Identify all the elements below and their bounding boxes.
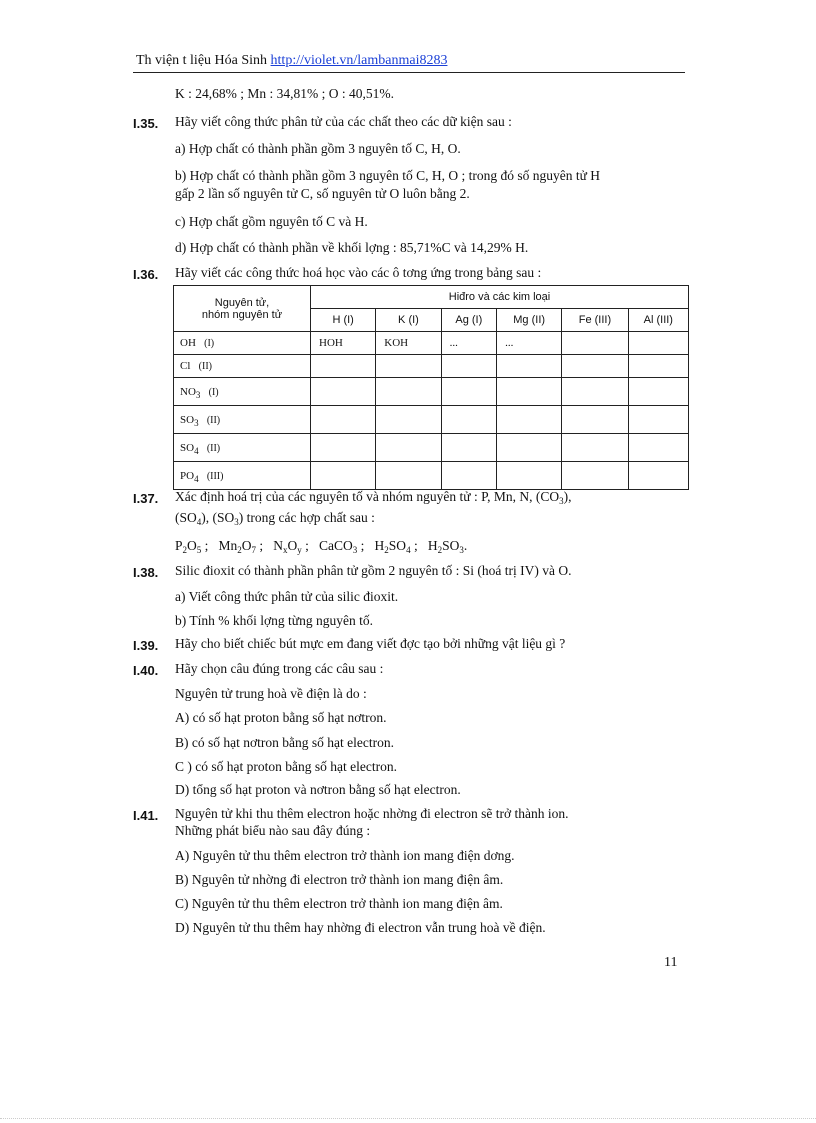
header-text: Th viện t liệu Hóa Sinh <box>136 53 268 68</box>
q37-line1: Xác định hoá trị của các nguyên tố và nhóm nguyên tử : P, Mn, N, $(CO_3)$, <box>175 489 572 506</box>
page-bottom-border <box>0 1118 816 1119</box>
question-number-36: I.36. <box>133 267 159 282</box>
row-formula-subscript: 3 <box>194 417 199 428</box>
table-cell <box>311 378 376 406</box>
table-cell <box>562 378 628 406</box>
q40-text: Hãy chọn câu đúng trong các câu sau : <box>175 661 384 676</box>
table-row <box>174 355 689 378</box>
row-formula-subscript: 3 <box>195 389 201 400</box>
q41-option-d: D) Nguyên tử thu thêm hay nhờng đi electron vẫn trung hoà về điện. <box>175 920 546 935</box>
table-cell <box>497 406 562 434</box>
header-rule <box>133 72 685 73</box>
table-row <box>174 332 689 355</box>
table-cell <box>628 406 688 434</box>
column-header: K (I) <box>376 309 441 332</box>
row-valence: (III) <box>206 470 224 482</box>
q40-stem: Nguyên tử trung hoà về điện là do : <box>175 686 367 701</box>
table-cell <box>311 355 376 378</box>
q35-option-b-line2: gấp 2 lần số nguyên tử C, số nguyên tử O luôn bằng 2. <box>175 186 470 201</box>
row-formula: Cl <box>180 360 191 372</box>
table-cell <box>497 378 562 406</box>
row-formula: PO <box>180 469 195 482</box>
table-cell <box>628 355 688 378</box>
row-valence: (I) <box>204 338 215 349</box>
group-header: Hiđro và các kim loại <box>311 286 689 309</box>
question-number-41: I.41. <box>133 808 159 823</box>
q37-line3: $P_2O_5$ ; $Mn_2O_7$ ; $N_xO_y$ ; CaCO$_3$ ; $H_2SO_4$ ; $H_2SO_3$. <box>175 538 468 555</box>
table-cell <box>562 355 628 378</box>
q38-text: Silic đioxit có thành phần phân tử gồm 2 nguyên tố : Si (hoá trị IV) và O. <box>175 563 572 578</box>
table-cell <box>497 434 562 462</box>
q38-option-a: a) Viết công thức phân tử của silic đioxit. <box>175 589 399 604</box>
q40-option-a: A) có số hạt proton bằng số hạt nơtron. <box>175 710 387 725</box>
table-cell <box>441 462 496 490</box>
table-cell <box>562 462 628 490</box>
row-valence: (II) <box>206 442 221 454</box>
table-corner-header <box>174 286 311 332</box>
corner-line-1: Nguyên tử, <box>214 296 270 309</box>
table-cell <box>376 378 441 406</box>
row-valence: (I) <box>208 386 219 398</box>
page-header <box>136 53 447 69</box>
row-label <box>174 462 311 490</box>
table-cell <box>497 355 562 378</box>
question-number-40: I.40. <box>133 663 159 678</box>
table-cell <box>441 406 496 434</box>
table-cell: ... <box>441 332 496 355</box>
table-cell <box>562 406 628 434</box>
table-row <box>174 462 689 490</box>
q36-text: Hãy viết các công thức hoá học vào các ô tơng ứng trong bảng sau : <box>175 265 542 280</box>
table-cell <box>376 355 441 378</box>
column-header: H (I) <box>311 309 376 332</box>
question-number-37: I.37. <box>133 491 159 506</box>
row-formula: OH <box>180 337 196 349</box>
q41-line1: Nguyên tử khi thu thêm electron hoặc nhờng đi electron sẽ trở thành ion. <box>175 806 569 821</box>
row-formula-subscript: 4 <box>194 473 199 484</box>
question-number-35: I.35. <box>133 116 159 131</box>
q35-text: Hãy viết công thức phân tử của các chất theo các dữ kiện sau : <box>175 114 512 129</box>
q37-line2: $(SO_4)$, $(SO_3)$ trong các hợp chất sau : <box>175 510 375 527</box>
table-cell <box>441 355 496 378</box>
table-cell <box>376 434 441 462</box>
row-formula: SO <box>180 441 195 454</box>
q35-option-d: d) Hợp chất có thành phần về khối lợng : 85,71%C và 14,29% H. <box>175 240 529 255</box>
q40-option-d: D) tổng số hạt proton và nơtron bằng số hạt electron. <box>175 782 461 797</box>
q38-option-b: b) Tính % khối lợng từng nguyên tố. <box>175 613 373 628</box>
corner-line-2: nhóm nguyên tử <box>201 308 283 321</box>
q41-line2: Những phát biểu nào sau đây đúng : <box>175 823 371 838</box>
column-header: Al (III) <box>628 309 688 332</box>
table-cell: ... <box>497 332 562 355</box>
q35-option-b-line1: b) Hợp chất có thành phần gồm 3 nguyên tố C, H, O ; trong đó số nguyên tử H <box>175 168 601 183</box>
table-cell <box>628 332 688 355</box>
row-formula-subscript: 4 <box>194 445 199 456</box>
question-number-39: I.39. <box>133 638 159 653</box>
table-row <box>174 406 689 434</box>
header-link[interactable]: http://violet.vn/lambanmai8283 <box>270 53 448 68</box>
table-row <box>174 378 689 406</box>
q41-option-a: A) Nguyên tử thu thêm electron trở thành ion mang điện dơng. <box>175 848 515 863</box>
page-number: 11 <box>664 955 678 970</box>
column-header: Fe (III) <box>562 309 628 332</box>
row-label <box>174 406 311 434</box>
column-header: Ag (I) <box>441 309 496 332</box>
row-valence: (II) <box>198 361 212 372</box>
row-formula: SO <box>180 413 195 426</box>
table-cell <box>441 434 496 462</box>
table-cell <box>562 332 628 355</box>
table-cell <box>562 434 628 462</box>
table-cell <box>311 462 376 490</box>
row-label <box>174 434 311 462</box>
table-cell <box>376 406 441 434</box>
q39-text: Hãy cho biết chiếc bút mực em đang viết đợc tạo bởi những vật liệu gì ? <box>175 636 566 651</box>
row-valence: (II) <box>206 414 221 426</box>
q40-option-c: C ) có số hạt proton bằng số hạt electron. <box>175 759 397 774</box>
row-formula: NO <box>180 385 196 398</box>
q35-option-c: c) Hợp chất gồm nguyên tố C và H. <box>175 214 368 229</box>
top-line: K : 24,68% ; Mn : 34,81% ; O : 40,51%. <box>175 86 394 101</box>
question-number-38: I.38. <box>133 565 159 580</box>
table-cell <box>628 378 688 406</box>
q41-option-c: C) Nguyên tử thu thêm electron trở thành ion mang điện âm. <box>175 896 503 911</box>
row-label <box>174 355 311 378</box>
row-label <box>174 378 311 406</box>
q40-option-b: B) có số hạt nơtron bằng số hạt electron. <box>175 735 394 750</box>
table-row <box>174 434 689 462</box>
table-cell <box>311 434 376 462</box>
row-label <box>174 332 311 355</box>
table-cell: HOH <box>311 332 376 355</box>
table-cell <box>441 378 496 406</box>
table-cell <box>311 406 376 434</box>
valence-table <box>173 285 689 490</box>
column-header: Mg (II) <box>497 309 562 332</box>
table-cell <box>628 462 688 490</box>
table-cell <box>628 434 688 462</box>
q35-option-a: a) Hợp chất có thành phần gồm 3 nguyên tố C, H, O. <box>175 141 461 156</box>
table-cell <box>497 462 562 490</box>
table-cell <box>376 462 441 490</box>
table-cell: KOH <box>376 332 441 355</box>
q41-option-b: B) Nguyên tử nhờng đi electron trở thành ion mang điện âm. <box>175 872 504 887</box>
